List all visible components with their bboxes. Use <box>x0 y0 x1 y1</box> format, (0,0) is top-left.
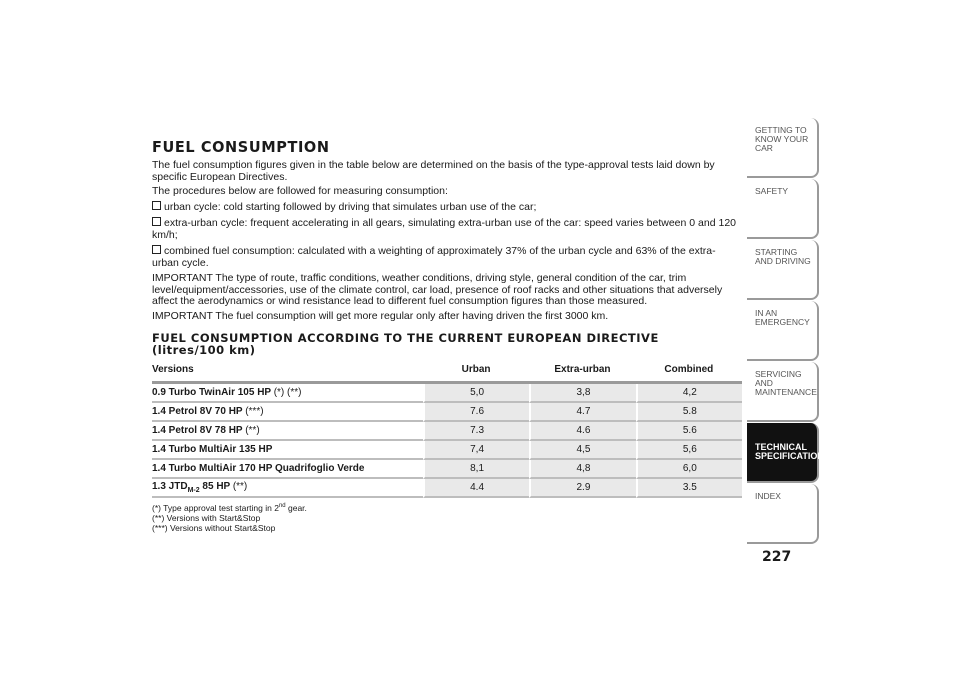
main-content <box>152 140 740 533</box>
tab-technical-specifications[interactable]: TECHNICAL SPECIFICATIONS <box>747 423 819 483</box>
urban-cell: 8,1 <box>423 460 529 479</box>
version-cell: 1.4 Petrol 8V 78 HP (**) <box>152 422 423 441</box>
urban-cell: 4.4 <box>423 479 529 498</box>
page-heading: FUEL CONSUMPTION <box>152 139 330 157</box>
tab-safety[interactable]: SAFETY <box>747 179 819 239</box>
table-title: FUEL CONSUMPTION ACCORDING TO THE CURRENT EUROPEAN DIRECTIVE (litres/100 km) <box>152 331 659 357</box>
extra-urban-cell: 2.9 <box>529 479 635 498</box>
checkbox-bullet-icon <box>152 245 161 254</box>
tab-starting-and-driving[interactable]: STARTING AND DRIVING <box>747 240 819 300</box>
extra-urban-cell: 4.6 <box>529 422 635 441</box>
extra-urban-cell: 4.7 <box>529 403 635 422</box>
page-number: 227 <box>762 549 792 565</box>
column-header: Urban <box>423 362 529 384</box>
version-cell: 1.4 Turbo MultiAir 135 HP <box>152 441 423 460</box>
version-cell: 1.3 $JTD_{M-2}$ 85 HP (**) <box>152 479 423 498</box>
urban-cell: 7.6 <box>423 403 529 422</box>
intro-paragraph: The fuel consumption figures given in the table below are determined on the basis of the type-approval tests laid down by specific European Directives. <box>152 159 715 183</box>
combined-cell: 6,0 <box>636 460 742 479</box>
footnote: (**) Versions with Start&Stop <box>152 512 261 523</box>
combined-cell: 3.5 <box>636 479 742 498</box>
chapter-tabs <box>747 118 830 545</box>
extra-urban-cell: 3,8 <box>529 384 635 403</box>
urban-cell: 5,0 <box>423 384 529 403</box>
procedure-list <box>152 201 740 270</box>
combined-cell: 4,2 <box>636 384 742 403</box>
important-note-2: IMPORTANT The fuel consumption will get more regular only after having driven the first 3000 km. <box>152 309 609 322</box>
extra-urban-cell: 4,5 <box>529 441 635 460</box>
combined-cell: 5.6 <box>636 422 742 441</box>
table-row <box>152 460 742 479</box>
fuel-consumption-table <box>152 362 742 498</box>
version-cell: 1.4 Turbo MultiAir 170 HP Quadrifoglio Verde <box>152 460 423 479</box>
procedures-paragraph: The procedures below are followed for measuring consumption: <box>152 185 448 197</box>
tab-in-an-emergency[interactable]: IN AN EMERGENCY <box>747 301 819 361</box>
combined-cell: 5.8 <box>636 403 742 422</box>
table-row <box>152 479 742 498</box>
version-cell: 1.4 Petrol 8V 70 HP (***) <box>152 403 423 422</box>
table-row <box>152 422 742 441</box>
tab-getting-to-know-your-car[interactable]: GETTING TO KNOW YOUR CAR <box>747 118 819 178</box>
urban-cell: 7,4 <box>423 441 529 460</box>
list-item: extra-urban cycle: frequent accelerating in all gears, simulating extra-urban use of the car: speed varies between 0 and 120 km/h; <box>152 217 736 241</box>
list-item: urban cycle: cold starting followed by driving that simulates urban use of the car; <box>152 201 740 214</box>
footnote: (*) Type approval test starting in 2nd gear. <box>152 502 307 513</box>
table-row <box>152 441 742 460</box>
table-row <box>152 403 742 422</box>
checkbox-bullet-icon <box>152 201 161 210</box>
combined-cell: 5,6 <box>636 441 742 460</box>
footnotes <box>152 501 740 533</box>
urban-cell: 7.3 <box>423 422 529 441</box>
column-header: Versions <box>152 362 423 384</box>
tab-servicing-and-maintenance[interactable]: SERVICING AND MAINTENANCE <box>747 362 819 422</box>
important-note-1: IMPORTANT The type of route, traffic conditions, weather conditions, driving style, general condition of the car, trim level/equipment/accessories, use of the climate control, car load, presence of roof racks and other situations that adversely affect the aerodynamics or wind resistance lead to different fuel consumption figures than those measured. <box>152 272 723 307</box>
column-header: Extra-urban <box>529 362 635 384</box>
checkbox-bullet-icon <box>152 217 161 226</box>
tab-index[interactable]: INDEX <box>747 484 819 544</box>
version-cell: 0.9 Turbo TwinAir 105 HP (*) (**) <box>152 384 423 403</box>
footnote: (***) Versions without Start&Stop <box>152 522 276 533</box>
table-header-row <box>152 362 742 384</box>
list-item: combined fuel consumption: calculated with a weighting of approximately 37% of the urban cycle and 63% of the extra-urban cycle. <box>152 245 716 269</box>
extra-urban-cell: 4,8 <box>529 460 635 479</box>
table-row <box>152 384 742 403</box>
column-header: Combined <box>636 362 742 384</box>
